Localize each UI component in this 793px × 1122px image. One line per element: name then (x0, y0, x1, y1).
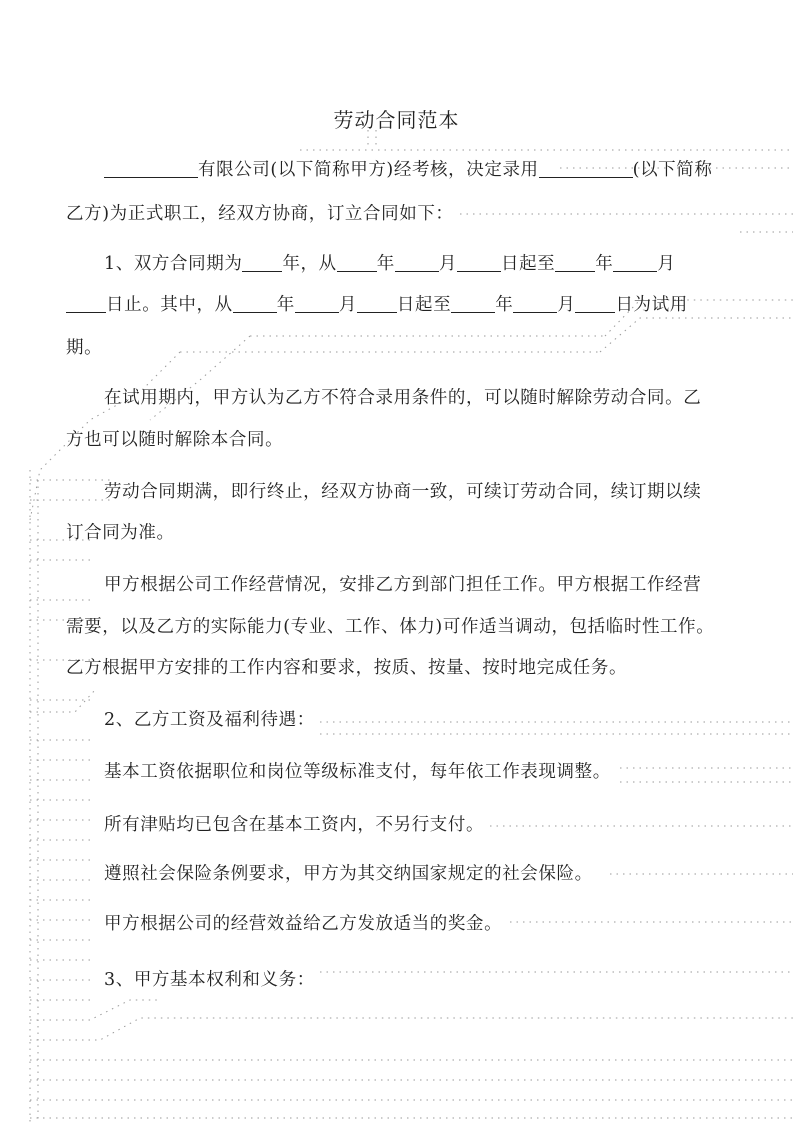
probation-end-month-label: 月 (557, 295, 576, 315)
term-line-3: 期。 (66, 338, 103, 358)
salary-item-2: 所有津贴均已包含在基本工资内，不另行支付。 (104, 815, 485, 835)
end-year-label: 年 (595, 254, 614, 274)
work-paragraph-line-3: 乙方根据甲方安排的工作内容和要求，按质、按量、按时地完成任务。 (66, 658, 628, 678)
start-month-blank[interactable] (395, 253, 439, 272)
company-name-blank[interactable] (104, 159, 198, 178)
document-title: 劳动合同范本 (333, 108, 460, 132)
expiry-paragraph-line-2: 订合同为准。 (66, 523, 175, 543)
term-from-text: 年，从 (282, 254, 337, 274)
intro-line-1 (104, 158, 712, 182)
salary-item-1: 基本工资依据职位和岗位等级标准支付，每年依工作表现调整。 (104, 762, 611, 782)
intro-text-a: 有限公司(以下简称甲方)经考核，决定录用 (198, 160, 539, 180)
expiry-paragraph-line-1: 劳动合同期满，即行终止，经双方协商一致，可续订劳动合同，续订期以续 (104, 482, 702, 502)
start-to-label: 日起至 (500, 254, 556, 274)
salary-heading: 2、乙方工资及福利待遇： (104, 710, 315, 730)
probation-end-text: 日为试用 (615, 295, 688, 315)
probation-year-label: 年 (276, 295, 295, 315)
probation-end-day-blank[interactable] (575, 294, 615, 313)
end-year-blank[interactable] (555, 253, 595, 272)
probation-month-label: 月 (338, 295, 357, 315)
work-paragraph-line-1: 甲方根据公司工作经营情况，安排乙方到部门担任工作。甲方根据工作经营 (104, 575, 702, 595)
start-day-blank[interactable] (457, 253, 501, 272)
end-month-label: 月 (657, 254, 676, 274)
intro-line-2: 乙方)为正式职工，经双方协商，订立合同如下： (66, 204, 454, 224)
start-year-blank[interactable] (337, 253, 377, 272)
intro-text-b: (以下简称 (632, 160, 713, 180)
work-paragraph-line-2: 需要，以及乙方的实际能力(专业、工作、体力)可作适当调动，包括临时性工作。 (66, 617, 715, 637)
probation-paragraph-line-1: 在试用期内，甲方认为乙方不符合录用条件的，可以随时解除劳动合同。乙 (104, 388, 702, 408)
probation-end-year-label: 年 (495, 295, 514, 315)
salary-item-3: 遵照社会保险条例要求，甲方为其交纳国家规定的社会保险。 (104, 864, 593, 884)
end-day-blank[interactable] (66, 294, 106, 313)
probation-start-day-blank[interactable] (357, 294, 397, 313)
year-label: 年 (376, 254, 395, 274)
probation-end-year-blank[interactable] (451, 294, 495, 313)
employee-name-blank[interactable] (539, 159, 633, 178)
term-line-1 (104, 252, 676, 276)
probation-start-month-blank[interactable] (295, 294, 339, 313)
probation-from-text: 日止。其中，从 (106, 295, 233, 315)
term-line-2 (66, 293, 688, 317)
probation-end-month-blank[interactable] (513, 294, 557, 313)
probation-to-label: 日起至 (396, 295, 452, 315)
rights-heading: 3、甲方基本权利和义务： (104, 970, 315, 990)
term-text: 1、双方合同期为 (104, 254, 243, 274)
month-label: 月 (438, 254, 457, 274)
probation-start-year-blank[interactable] (233, 294, 277, 313)
years-blank[interactable] (242, 253, 282, 272)
end-month-blank[interactable] (613, 253, 657, 272)
salary-item-4: 甲方根据公司的经营效益给乙方发放适当的奖金。 (104, 914, 503, 934)
probation-paragraph-line-2: 方也可以随时解除本合同。 (66, 430, 284, 450)
